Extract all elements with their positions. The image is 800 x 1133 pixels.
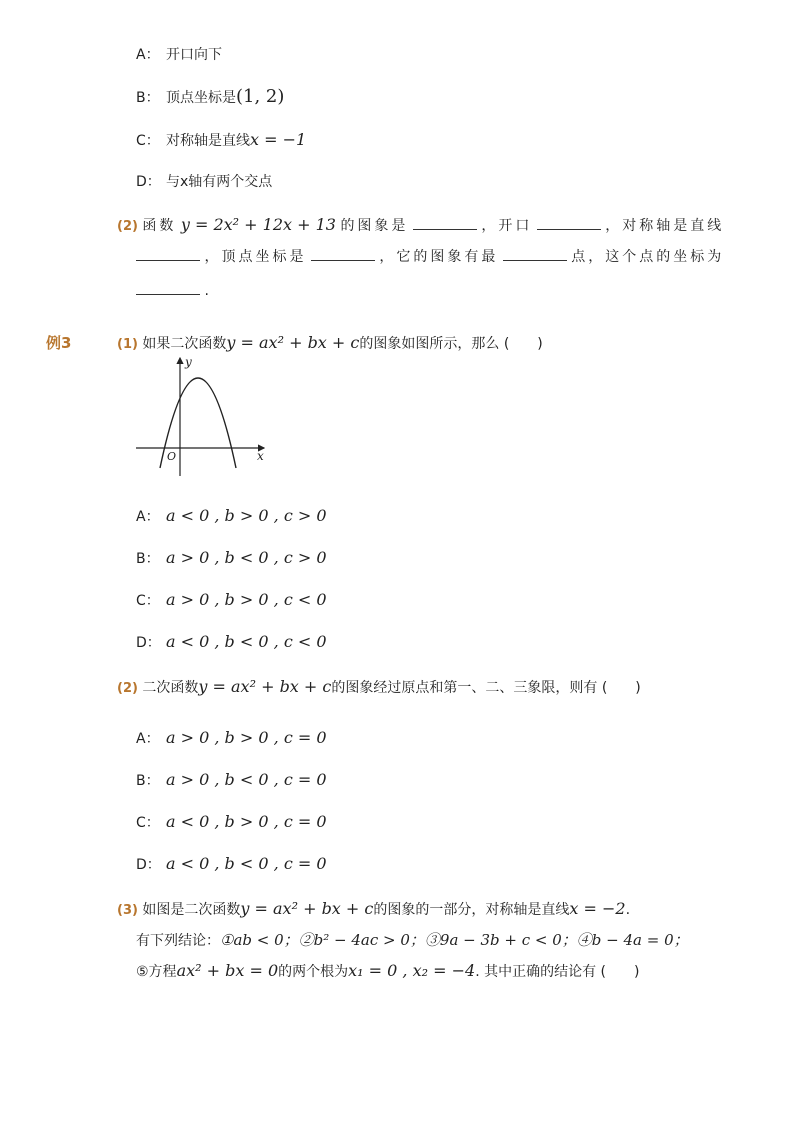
option-letter: B：	[136, 773, 160, 789]
q1-option-c[interactable]	[136, 590, 327, 611]
option-letter: C：	[136, 593, 160, 609]
example-question-3-line3	[136, 960, 639, 983]
question-text: 点，这个点的坐标为	[571, 249, 725, 265]
example-label: 例3	[46, 334, 72, 352]
question-number: (2)	[117, 681, 138, 696]
option-letter: C：	[136, 815, 160, 831]
option-text: 与x轴有两个交点	[166, 174, 273, 190]
option-math: x = −1	[250, 130, 307, 149]
option-letter: A：	[136, 47, 160, 63]
question-text: 的图象是	[340, 218, 409, 234]
prev-option-a[interactable]	[136, 45, 222, 65]
axis-expression: x = −2	[569, 899, 626, 918]
question-text: 的图象如图所示，那么 ( )	[359, 336, 543, 352]
option-math: a < 0 , b > 0 , c = 0	[166, 812, 327, 831]
question-text: . 其中正确的结论有 ( )	[475, 964, 640, 980]
origin-label: O	[167, 450, 177, 463]
roots-expression: x₁ = 0 , x₂ = −4	[348, 961, 476, 980]
question-text: 的图象经过原点和第一、二、三象限，则有 ( )	[331, 680, 641, 696]
q2-option-a[interactable]	[136, 728, 327, 749]
q2-option-c[interactable]	[136, 812, 327, 833]
answer-blank[interactable]	[311, 246, 375, 261]
example-question-2	[117, 676, 641, 700]
q2-option-d[interactable]	[136, 854, 327, 875]
function-expression: y = ax² + bx + c	[226, 333, 360, 352]
question-text: 有下列结论：	[136, 933, 220, 949]
question-text: ，对称轴是直线	[605, 218, 725, 234]
option-math: (1, 2)	[236, 86, 285, 107]
option-letter: D：	[136, 174, 161, 190]
option-math: a > 0 , b > 0 , c < 0	[166, 590, 327, 609]
prev-option-d[interactable]	[136, 172, 272, 192]
question-text: 如果二次函数	[142, 336, 227, 352]
conclusion-2: ②b² − 4ac > 0；	[298, 931, 425, 949]
question-text: 如图是二次函数	[142, 902, 241, 918]
question-text: ⑤方程	[136, 964, 177, 980]
question-text: 的图象的一部分，对称轴是直线	[373, 902, 570, 918]
q1-option-b[interactable]	[136, 548, 327, 569]
example-question-3-line2	[136, 929, 689, 952]
option-math: a < 0 , b > 0 , c > 0	[166, 506, 327, 525]
option-letter: A：	[136, 509, 160, 525]
question-number: (2)	[117, 219, 138, 234]
question-text: 的两个根为	[278, 964, 349, 980]
option-math: a > 0 , b < 0 , c > 0	[166, 548, 327, 567]
option-letter: B：	[136, 90, 160, 106]
prev-option-c[interactable]	[136, 130, 306, 151]
question-text: 函数	[142, 218, 177, 234]
function-expression: y = ax² + bx + c	[198, 677, 332, 696]
option-math: a < 0 , b < 0 , c < 0	[166, 632, 327, 651]
conclusion-1: ①ab < 0；	[220, 931, 299, 949]
function-expression: y = ax² + bx + c	[240, 899, 374, 918]
option-letter: C：	[136, 133, 160, 149]
option-text: 开口向下	[166, 47, 222, 63]
option-math: a > 0 , b > 0 , c = 0	[166, 728, 327, 747]
example-question-3	[117, 898, 630, 922]
answer-blank[interactable]	[413, 215, 477, 230]
question-number: (3)	[117, 903, 138, 918]
answer-blank[interactable]	[136, 246, 200, 261]
question-text: .	[204, 283, 209, 299]
option-text: 顶点坐标是	[166, 90, 236, 106]
question-number: (1)	[117, 337, 138, 352]
y-axis-label: y	[185, 355, 192, 369]
question-text: ，它的图象有最	[379, 249, 499, 265]
q2-option-b[interactable]	[136, 770, 327, 791]
answer-blank[interactable]	[537, 215, 601, 230]
prev-question-2-line2	[136, 246, 724, 268]
q1-option-a[interactable]	[136, 506, 327, 527]
question-text: ，顶点坐标是	[204, 249, 307, 265]
parabola-graph	[130, 350, 270, 480]
equation: ax² + bx = 0	[176, 961, 279, 980]
x-axis-label: x	[257, 449, 264, 463]
conclusion-3: ③9a − 3b + c < 0；	[424, 931, 577, 949]
prev-question-2	[117, 214, 724, 238]
option-letter: D：	[136, 635, 161, 651]
answer-blank[interactable]	[136, 280, 200, 295]
answer-blank[interactable]	[503, 246, 567, 261]
q1-option-d[interactable]	[136, 632, 327, 653]
prev-question-2-line3	[136, 280, 209, 302]
question-text: 二次函数	[142, 680, 199, 696]
option-letter: A：	[136, 731, 160, 747]
option-letter: D：	[136, 857, 161, 873]
option-letter: B：	[136, 551, 160, 567]
question-text: .	[625, 902, 631, 918]
option-math: a < 0 , b < 0 , c = 0	[166, 854, 327, 873]
prev-option-b[interactable]	[136, 87, 284, 108]
option-text: 对称轴是直线	[166, 133, 250, 149]
conclusion-4: ④b − 4a = 0；	[576, 931, 689, 949]
question-text: ，开口	[481, 218, 533, 234]
option-math: a > 0 , b < 0 , c = 0	[166, 770, 327, 789]
function-expression: y = 2x² + 12x + 13	[180, 215, 336, 234]
